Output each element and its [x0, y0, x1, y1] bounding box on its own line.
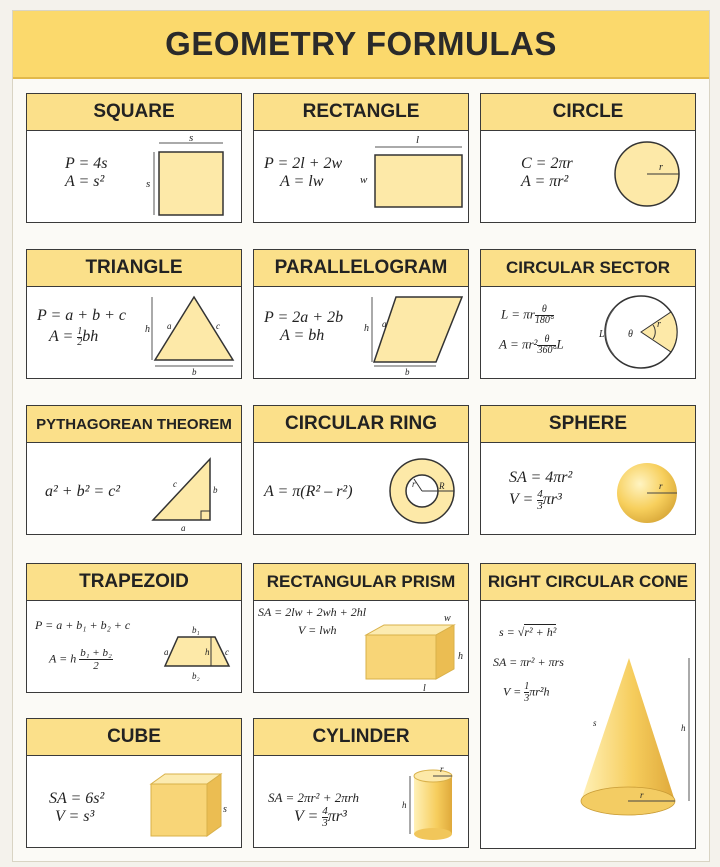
card-rectangular-prism	[253, 563, 469, 693]
sector-area-formula: A = πr² $\frac{\theta}{360^\circ}$ L	[499, 334, 564, 356]
label-a: a	[164, 647, 169, 657]
volume-formula: V = $\frac{4}{3}$ πr³	[294, 805, 347, 829]
label-c: c	[173, 479, 177, 489]
card-title: CUBE	[27, 719, 241, 756]
volume-formula: V = lwh	[298, 623, 337, 637]
label-b: b	[192, 367, 197, 377]
label-r: r	[657, 319, 661, 330]
label-a: a	[167, 321, 172, 331]
card-title: CIRCLE	[481, 94, 695, 131]
volume-formula: V = $\frac{1}{3}$ πr²h	[503, 681, 550, 704]
cube-diagram	[27, 756, 243, 849]
circle-diagram	[481, 131, 697, 224]
perimeter-formula: P = 2a + 2b	[264, 309, 344, 326]
card-right-circular-cone	[480, 563, 696, 849]
label-s: s	[223, 804, 227, 815]
label-c: c	[216, 321, 220, 331]
arc-length-formula: L = πr $\frac{\theta}{180^\circ}$	[501, 304, 554, 326]
label-a: a	[382, 319, 387, 329]
area-formula: A = $\frac{1}{2}$ bh	[49, 326, 99, 348]
ring-diagram	[254, 443, 470, 536]
ring-area-formula: A = π(R² – r²)	[264, 483, 353, 500]
card-pythagorean	[26, 405, 242, 535]
card-circular-sector	[480, 249, 696, 379]
card-title: RIGHT CIRCULAR CONE	[481, 564, 695, 601]
label-r: r	[412, 479, 416, 489]
perimeter-formula: P = a + b + c	[37, 307, 126, 324]
area-formula: A = bh	[280, 327, 325, 344]
card-title: RECTANGLE	[254, 94, 468, 131]
right-triangle-diagram	[27, 443, 243, 536]
label-h: h	[402, 800, 407, 810]
area-formula: A = h $\frac{\text{b₁ + b₂}}{2}$	[49, 647, 112, 672]
trapezoid-diagram	[27, 601, 243, 694]
card-square	[26, 93, 242, 223]
perimeter-formula: P = 4s	[65, 155, 108, 172]
surface-area-formula: SA = 2lw + 2wh + 2hl	[258, 605, 367, 619]
theorem-formula: a² + b² = c²	[45, 483, 121, 500]
label-theta: θ	[628, 329, 633, 340]
surface-area-formula: SA = πr² + πrs	[493, 655, 564, 669]
perimeter-formula: P = 2l + 2w	[264, 155, 343, 172]
label-l: l	[423, 683, 426, 694]
volume-formula: V = $\frac{4}{3}$ πr³	[509, 488, 562, 512]
area-formula: A = lw	[280, 173, 324, 190]
label-L: L	[599, 329, 605, 340]
card-title: CYLINDER	[254, 719, 468, 756]
triangle-diagram	[27, 287, 243, 380]
card-sphere	[480, 405, 696, 535]
card-triangle	[26, 249, 242, 379]
card-title: CIRCULAR RING	[254, 406, 468, 443]
parallelogram-diagram	[254, 287, 470, 380]
label-s: s	[593, 718, 597, 728]
label-b: b	[405, 367, 410, 377]
label-r: r	[440, 764, 444, 774]
prism-diagram	[254, 601, 470, 694]
perimeter-formula: P = a + b₁ + b₂ + c	[35, 618, 131, 632]
card-cylinder	[253, 718, 469, 848]
surface-area-formula: SA = 2πr² + 2πrh	[268, 790, 360, 805]
label-s-side: s	[146, 178, 151, 190]
label-w: w	[360, 174, 368, 186]
sector-diagram	[481, 287, 697, 380]
card-parallelogram	[253, 249, 469, 379]
volume-formula: V = s³	[55, 808, 95, 825]
circumference-formula: C = 2πr	[521, 155, 573, 172]
label-b2: b₂	[192, 671, 200, 681]
card-circle	[480, 93, 696, 223]
card-rectangle	[253, 93, 469, 223]
card-trapezoid	[26, 563, 242, 693]
card-title: TRAPEZOID	[27, 564, 241, 601]
label-h: h	[458, 651, 463, 662]
surface-area-formula: SA = 6s²	[49, 790, 105, 807]
label-h: h	[205, 647, 210, 657]
label-r: r	[659, 481, 663, 491]
label-h: h	[681, 723, 686, 733]
square-diagram	[27, 131, 243, 224]
label-a: a	[181, 523, 186, 533]
label-r: r	[640, 790, 644, 800]
card-title: TRIANGLE	[27, 250, 241, 287]
sphere-diagram	[481, 443, 697, 536]
card-title: RECTANGULAR PRISM	[254, 564, 468, 601]
area-formula: A = πr²	[521, 173, 569, 190]
label-c: c	[225, 647, 229, 657]
label-r: r	[659, 162, 663, 173]
label-b: b	[213, 485, 218, 495]
card-title: PARALLELOGRAM	[254, 250, 468, 287]
rectangle-diagram	[254, 131, 470, 224]
label-R: R	[439, 481, 445, 491]
label-l: l	[416, 134, 420, 146]
card-title: PYTHAGOREAN THEOREM	[27, 406, 241, 443]
card-title: SQUARE	[27, 94, 241, 131]
label-w: w	[444, 613, 451, 624]
card-title: SPHERE	[481, 406, 695, 443]
slant-height-formula: s = √r² + h²	[499, 625, 557, 639]
card-title: CIRCULAR SECTOR	[481, 250, 695, 287]
cone-diagram	[481, 601, 697, 850]
page-title: GEOMETRY FORMULAS	[165, 25, 557, 62]
label-s-top: s	[189, 132, 194, 144]
cylinder-diagram	[254, 756, 470, 849]
card-cube	[26, 718, 242, 848]
area-formula: A = s²	[65, 173, 105, 190]
surface-area-formula: SA = 4πr²	[509, 469, 573, 486]
card-circular-ring	[253, 405, 469, 535]
label-b1: b₁	[192, 625, 200, 635]
label-h: h	[145, 324, 150, 335]
title-banner	[13, 11, 709, 79]
label-h: h	[364, 323, 369, 334]
